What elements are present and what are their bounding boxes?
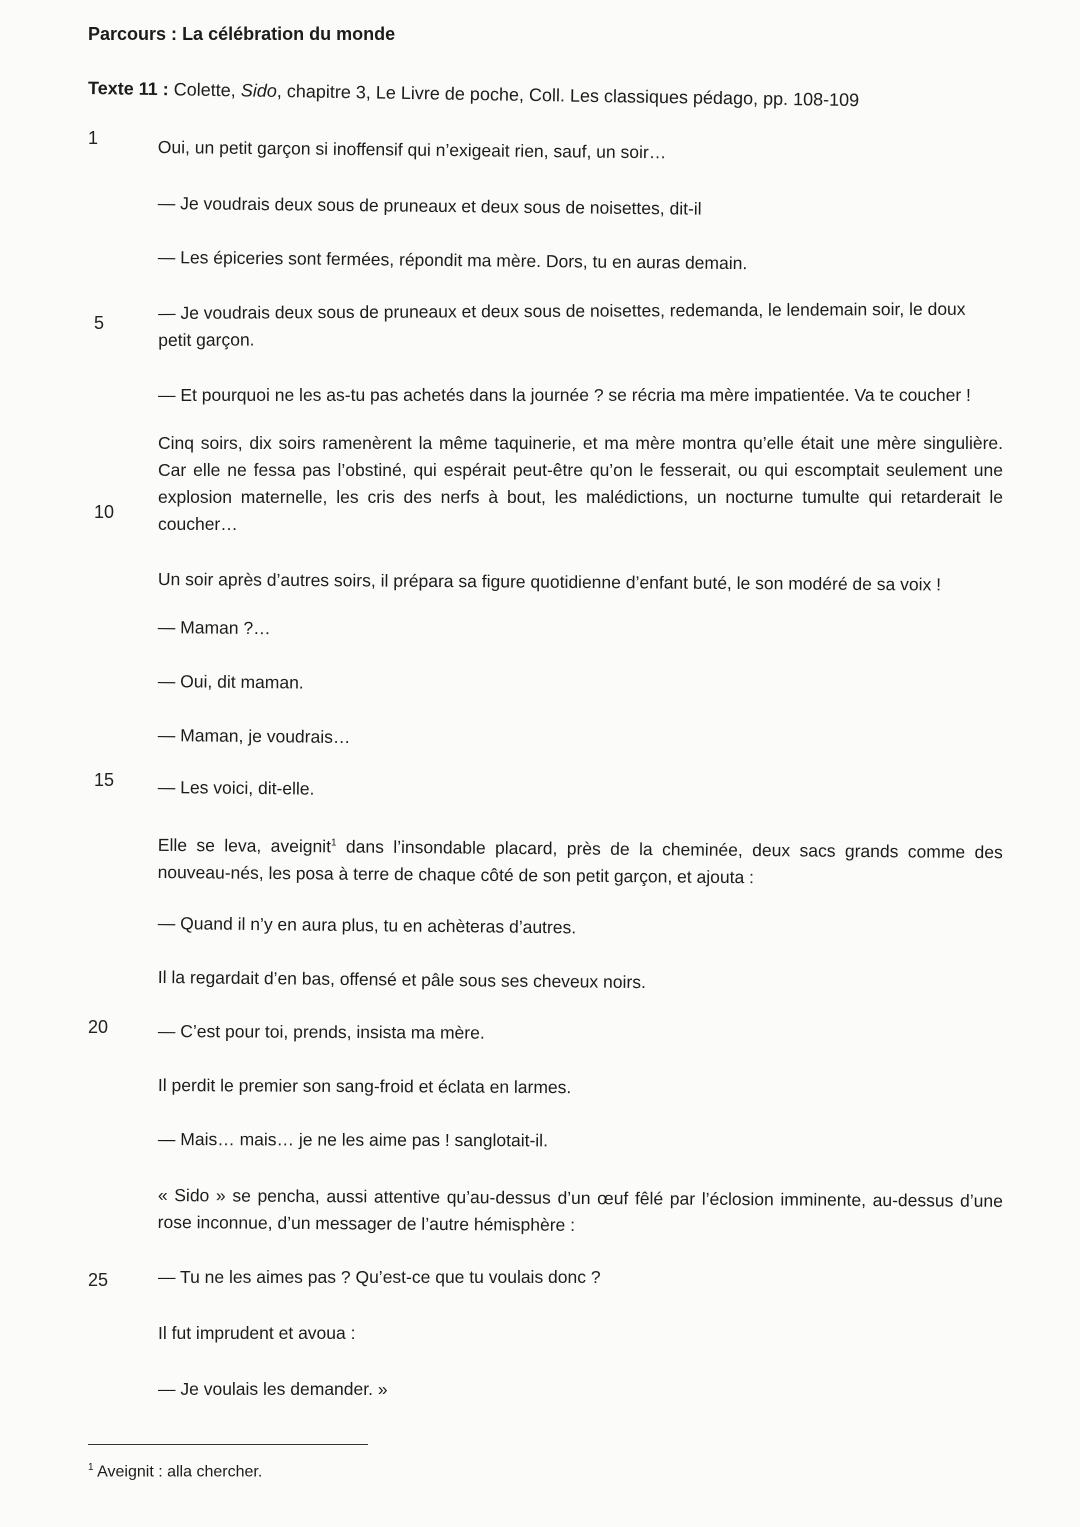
footnote-marker: 1 — [88, 1462, 94, 1473]
paragraph: — Quand il n’y en aura plus, tu en achèteras d’autres. — [157, 912, 577, 938]
paragraph: — Maman ?… — [157, 616, 271, 639]
line-number: 25 — [88, 1270, 109, 1290]
paragraph: Cinq soirs, dix soirs ramenèrent la même taquinerie, et ma mère montra qu’elle était une mère singulière. Car elle ne fessa pas l’obstiné, qui espérait peut-être qu’on le fesserait, ou qui escomptait seulement une explosion maternelle, les cris des nerfs à bout, les malédictions, un nocturne tumulte qui retarderait le coucher… — [158, 433, 1003, 534]
paragraph: — Je voudrais deux sous de pruneaux et deux sous de noisettes, dit-il — [157, 192, 702, 219]
texte-work: Sido — [240, 80, 277, 101]
paragraph: Il fut imprudent et avoua : — [158, 1323, 356, 1343]
paragraph: — Je voulais les demander. » — [158, 1379, 388, 1399]
line-number: 20 — [88, 1017, 109, 1037]
paragraph-start: Elle se leva, aveignit — [157, 834, 332, 857]
paragraph: Il la regardait d’en bas, offensé et pâle sous ses cheveux noirs. — [157, 966, 646, 993]
line-number: 5 — [94, 313, 105, 333]
paragraph: « Sido » se pencha, aussi attentive qu’au-dessus d’un œuf fêlé par l’éclosion imminente, au-dessus d’une rose inconnue, d’un messager de l’autre hémisphère : — [157, 1184, 1003, 1235]
parcours-heading — [88, 24, 395, 45]
paragraph — [157, 828, 1002, 893]
parcours-title: La célébration du monde — [182, 24, 396, 44]
footnote-ref: 1 — [330, 837, 337, 849]
line-number: 1 — [88, 128, 99, 148]
paragraph: — C’est pour toi, prends, insista ma mère. — [157, 1020, 485, 1043]
paragraph-rest: dans l’insondable placard, près de la cheminée, deux sacs grands comme des nouveau-nés, les posa à terre de chaque côté de son petit garçon, et ajouta : — [157, 836, 1003, 888]
paragraph: Oui, un petit garçon si inoffensif qui n’exigeait rien, sauf, un soir… — [157, 136, 667, 163]
paragraph: — Oui, dit maman. — [157, 670, 304, 693]
line-number: 15 — [94, 770, 115, 790]
paragraph: — Maman, je voudrais… — [157, 724, 351, 748]
footnote — [88, 1462, 262, 1481]
paragraph: — Je voudrais deux sous de pruneaux et deux sous de noisettes, redemanda, le lendemain soir, le doux petit garçon. — [158, 298, 966, 350]
parcours-label: Parcours : — [88, 24, 178, 44]
paragraph: — Les voici, dit-elle. — [157, 776, 315, 799]
paragraph: — Mais… mais… je ne les aime pas ! sanglotait-il. — [157, 1129, 548, 1151]
texte-source: , chapitre 3, Le Livre de poche, Coll. Les classiques pédago, pp. 108-109 — [276, 80, 860, 111]
texte-author: Colette, — [173, 79, 236, 101]
texte-heading — [88, 78, 859, 111]
paragraph: Il perdit le premier son sang-froid et éclata en larmes. — [157, 1075, 572, 1098]
paragraph: — Tu ne les aimes pas ? Qu’est-ce que tu voulais donc ? — [158, 1267, 601, 1287]
footnote-divider — [88, 1444, 368, 1445]
texte-label: Texte 11 : — [87, 78, 169, 100]
paragraph: — Les épiceries sont fermées, répondit ma mère. Dors, tu en auras demain. — [157, 246, 748, 274]
paragraph: — Et pourquoi ne les as-tu pas achetés dans la journée ? se récria ma mère impatientée. Va te coucher ! — [158, 385, 971, 405]
footnote-text: Aveignit : alla chercher. — [93, 1463, 263, 1481]
paragraph: Un soir après d’autres soirs, il prépara sa figure quotidienne d’enfant buté, le son modéré de sa voix ! — [157, 568, 942, 595]
line-number: 10 — [94, 502, 115, 522]
